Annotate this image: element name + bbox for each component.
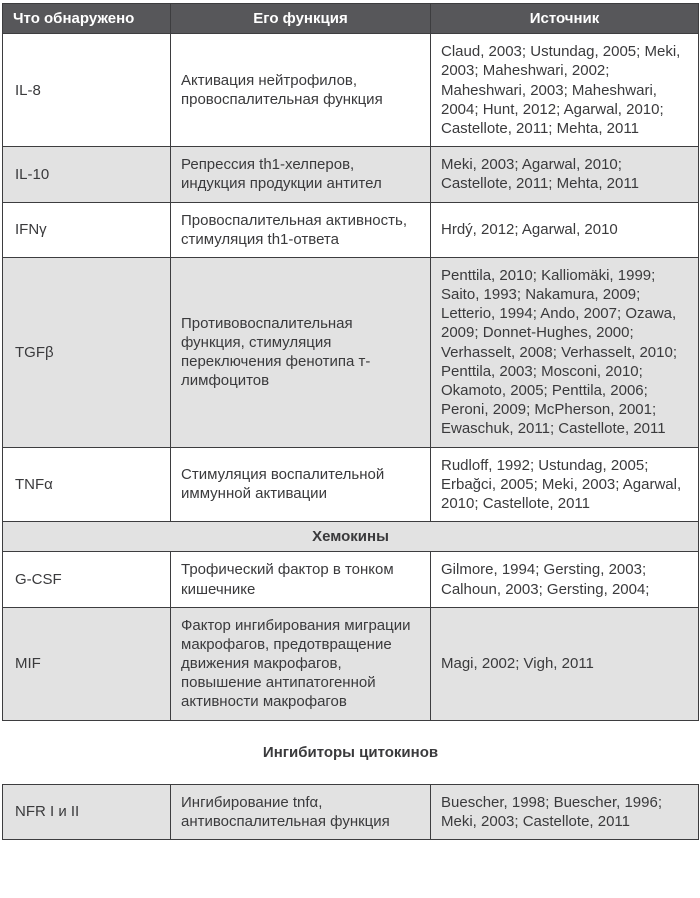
table-row (3, 202, 699, 257)
substance-cell: NFR I и II (3, 784, 171, 839)
source-cell: Buescher, 1998; Buescher, 1996; Meki, 2003; Castellote, 2011 (431, 784, 699, 839)
cytokines-table (2, 3, 699, 840)
column-header-function: Его функция (171, 4, 431, 34)
table-row (3, 552, 699, 607)
substance-cell: IL-10 (3, 147, 171, 202)
table-row (3, 447, 699, 522)
source-cell: Rudloff, 1992; Ustundag, 2005; Erbağci, 2005; Meki, 2003; Agarwal, 2010; Castellote, 2011 (431, 447, 699, 522)
section-label: Ингибиторы цитокинов (3, 720, 699, 784)
table-row (3, 607, 699, 720)
function-cell: Трофический фактор в тонком кишечнике (171, 552, 431, 607)
column-header-substance: Что обнаружено (3, 4, 171, 34)
table-header (3, 4, 699, 34)
source-cell: Claud, 2003; Ustundag, 2005; Meki, 2003; Maheshwari, 2002; Maheshwari, 2003; Maheshwari, 2004; Hunt, 2012; Agarwal, 2010; Castellote, 2011; Mehta, 2011 (431, 34, 699, 147)
function-cell: Репрессия th1-хелперов, индукция продукции антител (171, 147, 431, 202)
table-row (3, 34, 699, 147)
substance-cell: IFNγ (3, 202, 171, 257)
table-row (3, 257, 699, 447)
section-row (3, 720, 699, 784)
substance-cell: TNFα (3, 447, 171, 522)
source-cell: Magi, 2002; Vigh, 2011 (431, 607, 699, 720)
table-row (3, 147, 699, 202)
section-label: Хемокины (3, 522, 699, 552)
function-cell: Фактор ингибирования миграции макрофагов, предотвращение движения макрофагов, повышение антипатогенной активности макрофагов (171, 607, 431, 720)
substance-cell: G-CSF (3, 552, 171, 607)
table-body (3, 34, 699, 840)
header-row (3, 4, 699, 34)
function-cell: Активация нейтрофилов, провоспалительная функция (171, 34, 431, 147)
source-cell: Gilmore, 1994; Gersting, 2003; Calhoun, 2003; Gersting, 2004; (431, 552, 699, 607)
section-row (3, 522, 699, 552)
table-row (3, 784, 699, 839)
column-header-source: Источник (431, 4, 699, 34)
source-cell: Penttila, 2010; Kalliomäki, 1999; Saito, 1993; Nakamura, 2009; Letterio, 1994; Ando, 2007; Ozawa, 2009; Donnet-Hughes, 2000; Verhasselt, 2008; Verhasselt, 2010; Penttila, 2003; Mosconi, 2010; Okamoto, 2005; Penttila, 2006; Peroni, 2009; McPherson, 2001; Ewaschuk, 2011; Castellote, 2011 (431, 257, 699, 447)
source-cell: Hrdý, 2012; Agarwal, 2010 (431, 202, 699, 257)
function-cell: Стимуляция воспалительной иммунной активации (171, 447, 431, 522)
function-cell: Ингибирование tnfα, антивоспалительная функция (171, 784, 431, 839)
source-cell: Meki, 2003; Agarwal, 2010; Castellote, 2011; Mehta, 2011 (431, 147, 699, 202)
substance-cell: MIF (3, 607, 171, 720)
function-cell: Провоспалительная активность, стимуляция th1-ответа (171, 202, 431, 257)
function-cell: Противовоспалительная функция, стимуляция переключения фенотипа т-лимфоцитов (171, 257, 431, 447)
substance-cell: IL-8 (3, 34, 171, 147)
substance-cell: TGFβ (3, 257, 171, 447)
